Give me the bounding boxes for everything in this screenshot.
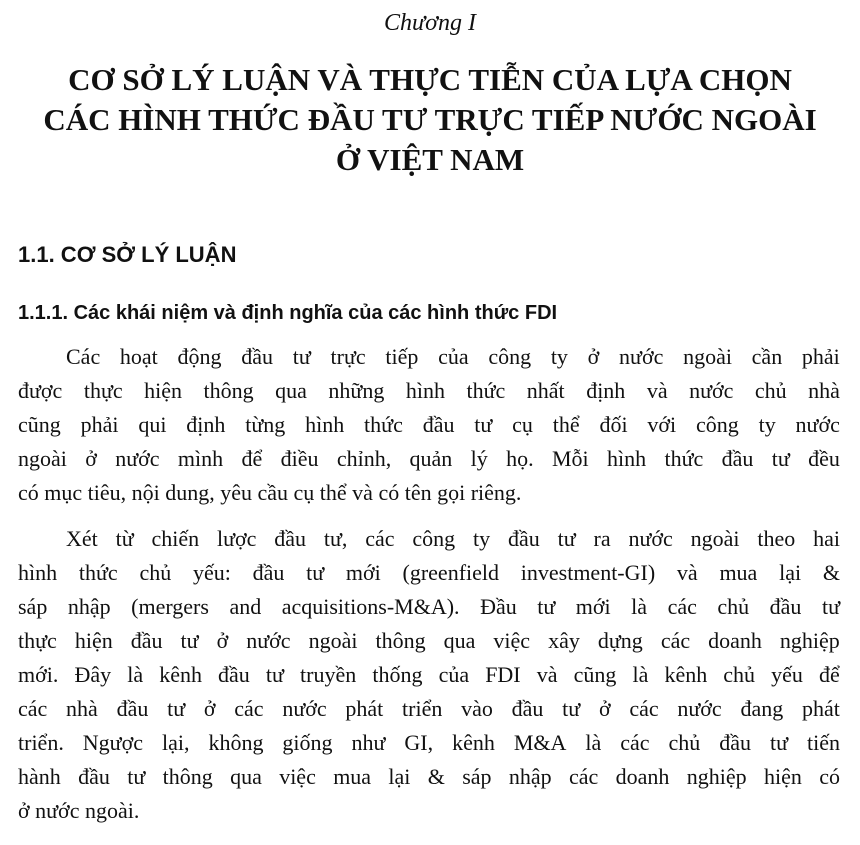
- word: tư: [557, 526, 576, 551]
- word: kênh: [452, 730, 495, 755]
- word: investment-GI): [520, 560, 656, 585]
- word: nhập: [67, 594, 111, 619]
- word: tư: [769, 730, 789, 755]
- paragraph-line: [18, 522, 840, 556]
- word: ty: [758, 412, 776, 437]
- word: đều: [808, 446, 840, 471]
- word: qua: [443, 628, 476, 653]
- word: thông: [375, 628, 426, 653]
- chapter-title-line: Ở VIỆT NAM: [335, 142, 525, 177]
- word: thức: [364, 412, 403, 437]
- word: thống: [372, 662, 423, 687]
- word: (mergers: [131, 594, 209, 619]
- word: Đây: [74, 662, 112, 687]
- word: chỉnh,: [336, 446, 392, 471]
- paragraph-line: [18, 442, 840, 476]
- word: ngoài: [18, 446, 67, 471]
- word: yếu: [771, 662, 803, 687]
- word: chủ: [668, 730, 701, 755]
- word: nước: [282, 696, 327, 721]
- word: mua: [333, 764, 372, 789]
- word: chủ: [723, 662, 756, 687]
- word: có: [819, 764, 840, 789]
- word: đầu: [511, 696, 544, 721]
- chapter-label: Chương I: [384, 10, 476, 36]
- word: doanh: [708, 628, 762, 653]
- word: mới.: [18, 662, 59, 687]
- word: qua: [275, 378, 307, 403]
- word: Xét: [66, 526, 98, 551]
- word: vào: [461, 696, 493, 721]
- word: đầu: [116, 696, 149, 721]
- word: tư: [306, 560, 325, 585]
- word: lược: [217, 526, 257, 551]
- word: tư: [562, 696, 581, 721]
- word: mua: [719, 560, 758, 585]
- word: đầu: [422, 412, 455, 437]
- chapter-title-line: CÁC HÌNH THỨC ĐẦU TƯ TRỰC TIẾP NƯỚC NGOÀI: [43, 102, 817, 137]
- word: Ngược: [82, 730, 144, 755]
- word: định: [186, 412, 226, 437]
- word: chủ: [139, 560, 172, 585]
- word: tiến: [806, 730, 840, 755]
- word: ngoài: [683, 344, 732, 369]
- word: cụ: [512, 412, 533, 437]
- word: việc: [493, 628, 531, 653]
- word: triển: [402, 696, 443, 721]
- word: đầu: [721, 446, 754, 471]
- word: với: [647, 412, 677, 437]
- word: các: [629, 696, 659, 721]
- word: quản: [409, 446, 453, 471]
- word: là: [127, 662, 144, 687]
- word: ở: [598, 696, 611, 721]
- word: thông: [203, 378, 254, 403]
- word: điều: [280, 446, 319, 471]
- word: nhà: [808, 378, 840, 403]
- chapter-title: [0, 60, 860, 180]
- paragraph-2: [18, 522, 840, 828]
- paragraph-1: [18, 340, 840, 510]
- word: mới: [575, 594, 611, 619]
- word: việc: [279, 764, 316, 789]
- word: tư: [180, 628, 199, 653]
- word: mới: [345, 560, 381, 585]
- paragraph-line: [18, 556, 840, 590]
- word: Mỗi: [551, 446, 589, 471]
- word: định: [586, 378, 626, 403]
- word: hình: [607, 446, 647, 471]
- word: truyền: [300, 662, 357, 687]
- word: ở: [85, 446, 97, 471]
- word: lý: [470, 446, 488, 471]
- word: hiện: [74, 628, 113, 653]
- word: tư: [771, 446, 790, 471]
- word: thông: [162, 764, 213, 789]
- word: chiến: [151, 526, 200, 551]
- word: nghiệp: [686, 764, 747, 789]
- word: các: [667, 594, 697, 619]
- word: sáp: [462, 764, 492, 789]
- paragraph-line: [18, 692, 840, 726]
- word: ty: [550, 344, 568, 369]
- word: FDI: [485, 662, 521, 687]
- word: chủ: [717, 594, 750, 619]
- paragraph-line: [18, 794, 840, 828]
- word: không: [208, 730, 264, 755]
- word: và: [536, 662, 558, 687]
- chapter-title-line: CƠ SỞ LÝ LUẬN VÀ THỰC TIỄN CỦA LỰA CHỌN: [68, 62, 792, 97]
- word: hành: [18, 764, 61, 789]
- word: của: [438, 344, 469, 369]
- word: lại: [779, 560, 802, 585]
- word: các: [569, 764, 599, 789]
- word: nước: [246, 628, 291, 653]
- word: tư: [821, 594, 840, 619]
- word: đầu: [218, 662, 250, 687]
- word: phát: [345, 696, 384, 721]
- word: nước: [677, 696, 722, 721]
- word: triển.: [18, 730, 64, 755]
- paragraph-line-text: có mục tiêu, nội dung, yêu cầu cụ thể và có tên gọi riêng.: [18, 480, 522, 505]
- word: đầu: [78, 764, 110, 789]
- word: công: [488, 344, 532, 369]
- word: ty: [473, 526, 491, 551]
- word: đầu: [274, 526, 307, 551]
- word: lại,: [161, 730, 190, 755]
- word: chủ: [754, 378, 787, 403]
- word: từng: [245, 412, 286, 437]
- word: nghiệp: [779, 628, 840, 653]
- word: yếu:: [192, 560, 231, 585]
- word: đối: [599, 412, 628, 437]
- word: tư: [537, 594, 556, 619]
- word: các: [660, 628, 691, 653]
- word: từ: [115, 526, 134, 551]
- word: tư,: [323, 526, 348, 551]
- word: phát: [801, 696, 840, 721]
- paragraph-line-text: ở nước ngoài.: [18, 798, 140, 823]
- word: thể: [552, 412, 580, 437]
- word: and: [229, 594, 262, 619]
- word: hai: [813, 526, 840, 551]
- word: hình: [405, 378, 445, 403]
- word: các: [18, 696, 48, 721]
- word: thức: [664, 446, 704, 471]
- word: các: [620, 730, 650, 755]
- word: tiếp: [385, 344, 419, 369]
- word: ở: [203, 696, 216, 721]
- word: họ.: [506, 446, 534, 471]
- word: công: [696, 412, 739, 437]
- word: nước: [795, 412, 840, 437]
- paragraph-line: [18, 760, 840, 794]
- word: tư: [167, 696, 186, 721]
- paragraph-line: [18, 624, 840, 658]
- word: trực: [330, 344, 366, 369]
- word: hình: [305, 412, 345, 437]
- word: nhà: [66, 696, 98, 721]
- word: hiện: [764, 764, 802, 789]
- word: là: [632, 662, 649, 687]
- word: &: [427, 764, 445, 789]
- subsection-heading: 1.1.1. Các khái niệm và định nghĩa của các hình thức FDI: [18, 302, 558, 324]
- word: (greenfield: [402, 560, 500, 585]
- word: xây: [548, 628, 580, 653]
- section-heading: 1.1. CƠ SỞ LÝ LUẬN: [18, 242, 237, 267]
- word: công: [412, 526, 456, 551]
- word: hình: [18, 560, 58, 585]
- word: cần: [751, 344, 783, 369]
- word: các: [234, 696, 264, 721]
- word: đang: [740, 696, 784, 721]
- paragraph-line: [18, 726, 840, 760]
- word: những: [328, 378, 385, 403]
- word: ở: [216, 628, 229, 653]
- word: phải: [801, 344, 840, 369]
- word: giống: [282, 730, 333, 755]
- word: nhập: [508, 764, 552, 789]
- word: đầu: [130, 628, 163, 653]
- word: nước: [619, 344, 664, 369]
- word: kênh: [159, 662, 202, 687]
- word: đầu: [769, 594, 802, 619]
- paragraph-line: [18, 476, 840, 510]
- word: GI,: [404, 730, 434, 755]
- word: là: [585, 730, 602, 755]
- word: để: [819, 662, 840, 687]
- word: nhất: [526, 378, 565, 403]
- word: thực: [83, 378, 123, 403]
- word: theo: [757, 526, 796, 551]
- word: tư: [127, 764, 146, 789]
- word: tư: [474, 412, 493, 437]
- word: dựng: [597, 628, 643, 653]
- word: ở: [587, 344, 600, 369]
- word: của: [438, 662, 470, 687]
- word: &: [822, 560, 840, 585]
- paragraph-line: [18, 374, 840, 408]
- word: các: [365, 526, 395, 551]
- paragraph-line: [18, 658, 840, 692]
- word: mình: [177, 446, 224, 471]
- word: thức: [466, 378, 506, 403]
- word: động: [177, 344, 222, 369]
- word: để: [241, 446, 263, 471]
- word: qui: [138, 412, 167, 437]
- word: phải: [80, 412, 119, 437]
- word: Các: [66, 344, 101, 369]
- word: hoạt: [119, 344, 158, 369]
- word: ngoài: [690, 526, 740, 551]
- word: lại: [388, 764, 411, 789]
- paragraph-line: [18, 340, 840, 374]
- word: doanh: [615, 764, 670, 789]
- word: hiện: [144, 378, 183, 403]
- word: cũng: [573, 662, 617, 687]
- word: kênh: [664, 662, 708, 687]
- word: đầu: [719, 730, 751, 755]
- word: đầu: [508, 526, 540, 551]
- word: là: [631, 594, 648, 619]
- word: nước: [689, 378, 734, 403]
- word: và: [646, 378, 668, 403]
- word: thức: [78, 560, 118, 585]
- word: cũng: [18, 412, 61, 437]
- word: được: [18, 378, 63, 403]
- paragraph-line: [18, 408, 840, 442]
- paragraph-line: [18, 590, 840, 624]
- word: Đầu: [480, 594, 517, 619]
- word: qua: [230, 764, 262, 789]
- word: đầu: [252, 560, 285, 585]
- word: nước: [115, 446, 160, 471]
- word: tư: [265, 662, 284, 687]
- word: M&A: [513, 730, 567, 755]
- word: ra: [593, 526, 611, 551]
- word: như: [351, 730, 386, 755]
- word: đầu: [241, 344, 274, 369]
- word: ngoài: [308, 628, 358, 653]
- word: tư: [292, 344, 311, 369]
- word: nước: [628, 526, 673, 551]
- word: và: [676, 560, 698, 585]
- word: acquisitions-M&A).: [281, 594, 460, 619]
- word: thực: [18, 628, 57, 653]
- word: sáp: [18, 594, 48, 619]
